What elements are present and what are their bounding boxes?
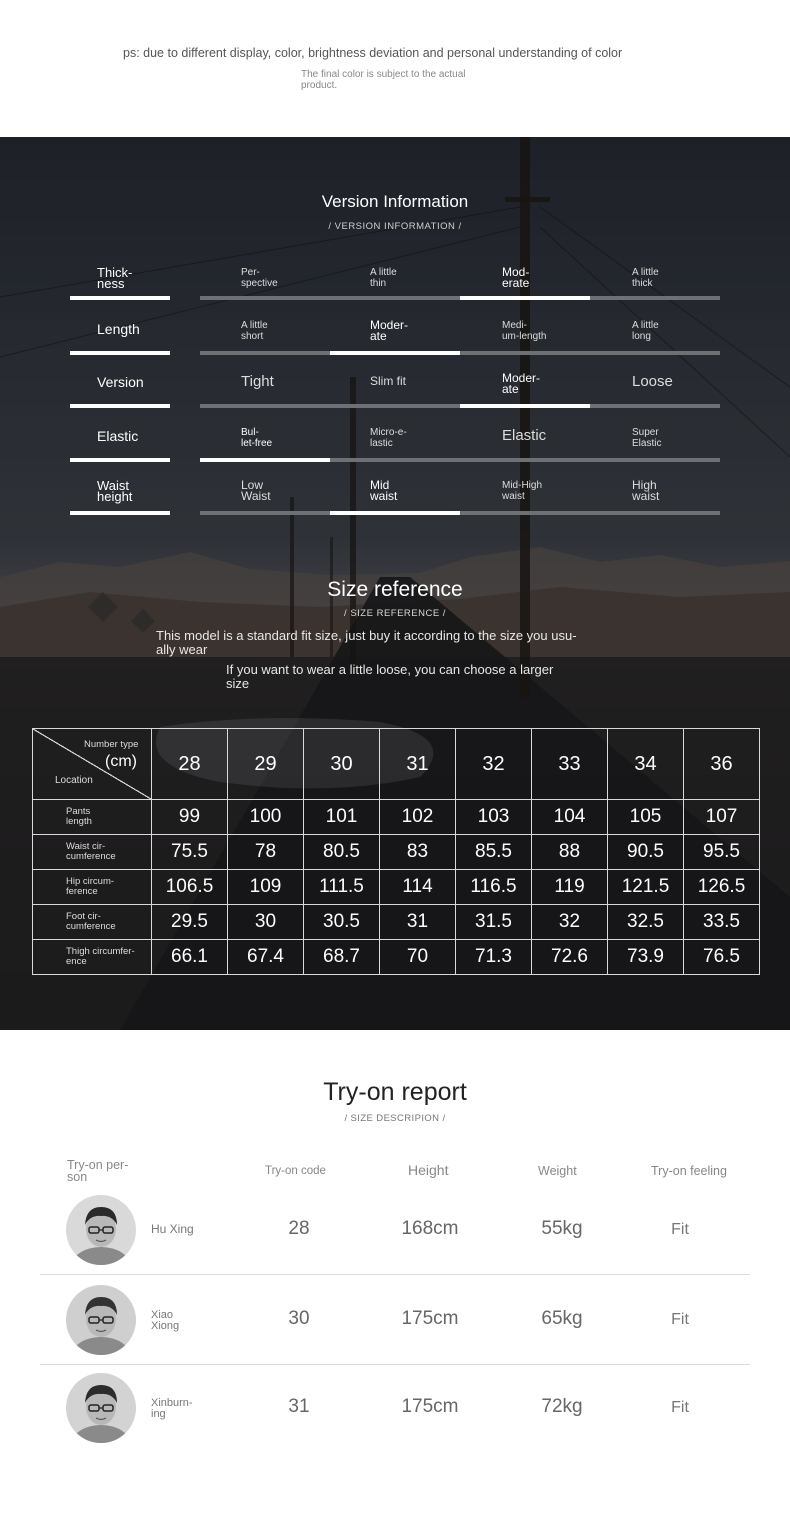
version-row-label-text: Elastic — [97, 428, 139, 444]
size-cell: 104 — [532, 800, 608, 835]
size-cell: 73.9 — [608, 940, 684, 975]
version-row-selected-bar — [460, 296, 590, 300]
try-on-person-name: Hu Xing — [151, 1222, 194, 1236]
size-cell: 80.5 — [304, 835, 380, 870]
size-row-label: Thigh circumfer- ence — [33, 940, 152, 975]
version-option: Medi- um-length — [502, 320, 547, 342]
size-cell: 116.5 — [456, 870, 532, 905]
version-option: High waist — [632, 478, 660, 503]
try-on-feeling-value: Fit — [671, 1221, 689, 1238]
version-row-label-underline — [70, 511, 170, 515]
height-value: 175cm — [401, 1396, 459, 1417]
size-advice-loose: If you want to wear a little loose, you can choose a larger size — [226, 662, 554, 691]
version-option: Super Elastic — [632, 427, 662, 449]
row-divider — [40, 1274, 750, 1275]
size-subtitle: / SIZE REFERENCE / — [344, 608, 446, 619]
size-table — [32, 728, 760, 975]
size-cell: 102 — [380, 800, 456, 835]
size-row-label: Pants length — [33, 800, 152, 835]
size-cell: 111.5 — [304, 870, 380, 905]
size-cell: 103 — [456, 800, 532, 835]
avatar — [66, 1285, 136, 1355]
version-row-label-underline — [70, 404, 170, 408]
weight-value: 55kg — [541, 1218, 583, 1239]
version-row-label-underline — [70, 296, 170, 300]
size-table-row — [33, 800, 760, 835]
size-table-header-row — [33, 729, 760, 800]
version-row-selected-bar — [330, 351, 460, 355]
version-title: Version Information — [321, 192, 469, 211]
report-row — [40, 1186, 750, 1275]
size-cell: 109 — [228, 870, 304, 905]
try-on-person-name: Xiao Xiong — [151, 1309, 180, 1332]
size-cell: 70 — [380, 940, 456, 975]
try-on-report — [0, 1030, 790, 1533]
size-cell: 114 — [380, 870, 456, 905]
corner-top-label: Number type — [84, 739, 139, 750]
size-cell: 101 — [304, 800, 380, 835]
version-option: Bul- let-free — [241, 427, 273, 449]
version-option: A little thick — [632, 267, 659, 289]
size-cell: 78 — [228, 835, 304, 870]
size-cell: 72.6 — [532, 940, 608, 975]
version-option: Moder- ate — [370, 318, 409, 343]
corner-bottom-label: Location — [55, 775, 93, 786]
size-cell: 30.5 — [304, 905, 380, 940]
version-option: A little thin — [370, 267, 397, 289]
version-subtitle: / VERSION INFORMATION / — [328, 221, 462, 232]
report-row — [40, 1364, 750, 1453]
size-cell: 85.5 — [456, 835, 532, 870]
size-cell: 31 — [380, 905, 456, 940]
size-column-header: 31 — [380, 729, 456, 800]
size-cell: 119 — [532, 870, 608, 905]
size-column-header: 34 — [608, 729, 684, 800]
size-cell: 67.4 — [228, 940, 304, 975]
version-option: Moder- ate — [502, 371, 541, 396]
size-row-label: Hip circum- ference — [33, 870, 152, 905]
size-cell: 29.5 — [152, 905, 228, 940]
size-cell: 100 — [228, 800, 304, 835]
size-cell: 66.1 — [152, 940, 228, 975]
size-cell: 31.5 — [456, 905, 532, 940]
size-cell: 90.5 — [608, 835, 684, 870]
size-cell: 121.5 — [608, 870, 684, 905]
header-person: Try-on per- son — [67, 1158, 129, 1184]
version-row-selected-bar — [460, 404, 590, 408]
header-code: Try-on code — [265, 1165, 326, 1177]
height-value: 168cm — [401, 1218, 459, 1239]
try-on-feeling-value: Fit — [671, 1399, 689, 1416]
size-cell: 106.5 — [152, 870, 228, 905]
corner-diagonal — [33, 729, 151, 799]
size-cell: 88 — [532, 835, 608, 870]
version-option: Per- spective — [241, 267, 278, 289]
version-option: Low Waist — [241, 478, 271, 503]
version-row-label-text: Waist height — [97, 478, 133, 504]
corner-unit-label: (cm) — [105, 753, 137, 770]
version-row-selected-bar — [200, 458, 330, 462]
version-row-track — [200, 511, 720, 515]
version-option: Slim fit — [370, 374, 406, 388]
header-weight: Weight — [538, 1164, 577, 1178]
version-row-selected-bar — [330, 511, 460, 515]
size-row-label: Foot cir- cumference — [33, 905, 152, 940]
size-cell: 105 — [608, 800, 684, 835]
size-cell: 99 — [152, 800, 228, 835]
report-title: Try-on report — [323, 1078, 467, 1106]
size-column-header: 36 — [684, 729, 760, 800]
version-option: Mid-High waist — [502, 480, 543, 502]
size-row-label: Waist cir- cumference — [33, 835, 152, 870]
color-note-sub: The final color is subject to the actual product. — [301, 69, 466, 91]
version-row-label-underline — [70, 351, 170, 355]
size-table-row — [33, 940, 760, 975]
size-column-header: 30 — [304, 729, 380, 800]
height-value: 175cm — [401, 1308, 459, 1329]
header-feeling: Try-on feeling — [651, 1164, 727, 1178]
size-table-corner — [33, 729, 152, 800]
version-option: Mod- erate — [502, 265, 530, 290]
weight-value: 65kg — [541, 1308, 583, 1329]
size-cell: 76.5 — [684, 940, 760, 975]
hero-section — [0, 137, 790, 1030]
size-column-header: 28 — [152, 729, 228, 800]
size-cell: 107 — [684, 800, 760, 835]
size-cell: 95.5 — [684, 835, 760, 870]
size-column-header: 33 — [532, 729, 608, 800]
size-cell: 126.5 — [684, 870, 760, 905]
color-note-main: ps: due to different display, color, brightness deviation and personal understanding of color — [123, 46, 623, 60]
size-table-row — [33, 835, 760, 870]
size-table-row — [33, 905, 760, 940]
report-row — [40, 1276, 750, 1365]
size-title: Size reference — [327, 578, 463, 601]
avatar — [66, 1373, 136, 1443]
weight-value: 72kg — [541, 1396, 583, 1417]
version-option: Mid waist — [370, 478, 398, 503]
version-option: Tight — [241, 373, 274, 390]
size-column-header: 32 — [456, 729, 532, 800]
size-cell: 30 — [228, 905, 304, 940]
color-note — [0, 0, 790, 137]
version-option: Loose — [632, 373, 673, 390]
version-row-label-text: Length — [97, 321, 140, 337]
version-row-track — [200, 351, 720, 355]
size-cell: 33.5 — [684, 905, 760, 940]
size-table-row — [33, 870, 760, 905]
report-subtitle: / SIZE DESCRIPION / — [344, 1113, 446, 1124]
version-option: Elastic — [502, 427, 547, 444]
try-on-code-value: 28 — [288, 1218, 310, 1239]
try-on-code-value: 31 — [288, 1396, 310, 1417]
version-option: A little short — [241, 320, 268, 342]
version-option: A little long — [632, 320, 659, 342]
size-advice-standard: This model is a standard fit size, just buy it according to the size you usu- ally wear — [156, 628, 577, 657]
version-option: Micro-e- lastic — [370, 427, 407, 449]
version-row-label-text: Version — [97, 374, 144, 390]
size-cell: 32 — [532, 905, 608, 940]
version-row-label-underline — [70, 458, 170, 462]
try-on-person-name: Xinburn- ing — [151, 1397, 193, 1420]
size-cell: 68.7 — [304, 940, 380, 975]
try-on-feeling-value: Fit — [671, 1311, 689, 1328]
version-row-label-text: Thick- ness — [97, 265, 133, 291]
size-column-header: 29 — [228, 729, 304, 800]
size-cell: 75.5 — [152, 835, 228, 870]
avatar — [66, 1195, 136, 1265]
header-height: Height — [408, 1162, 449, 1178]
size-cell: 83 — [380, 835, 456, 870]
try-on-code-value: 30 — [288, 1308, 310, 1329]
size-cell: 32.5 — [608, 905, 684, 940]
size-cell: 71.3 — [456, 940, 532, 975]
